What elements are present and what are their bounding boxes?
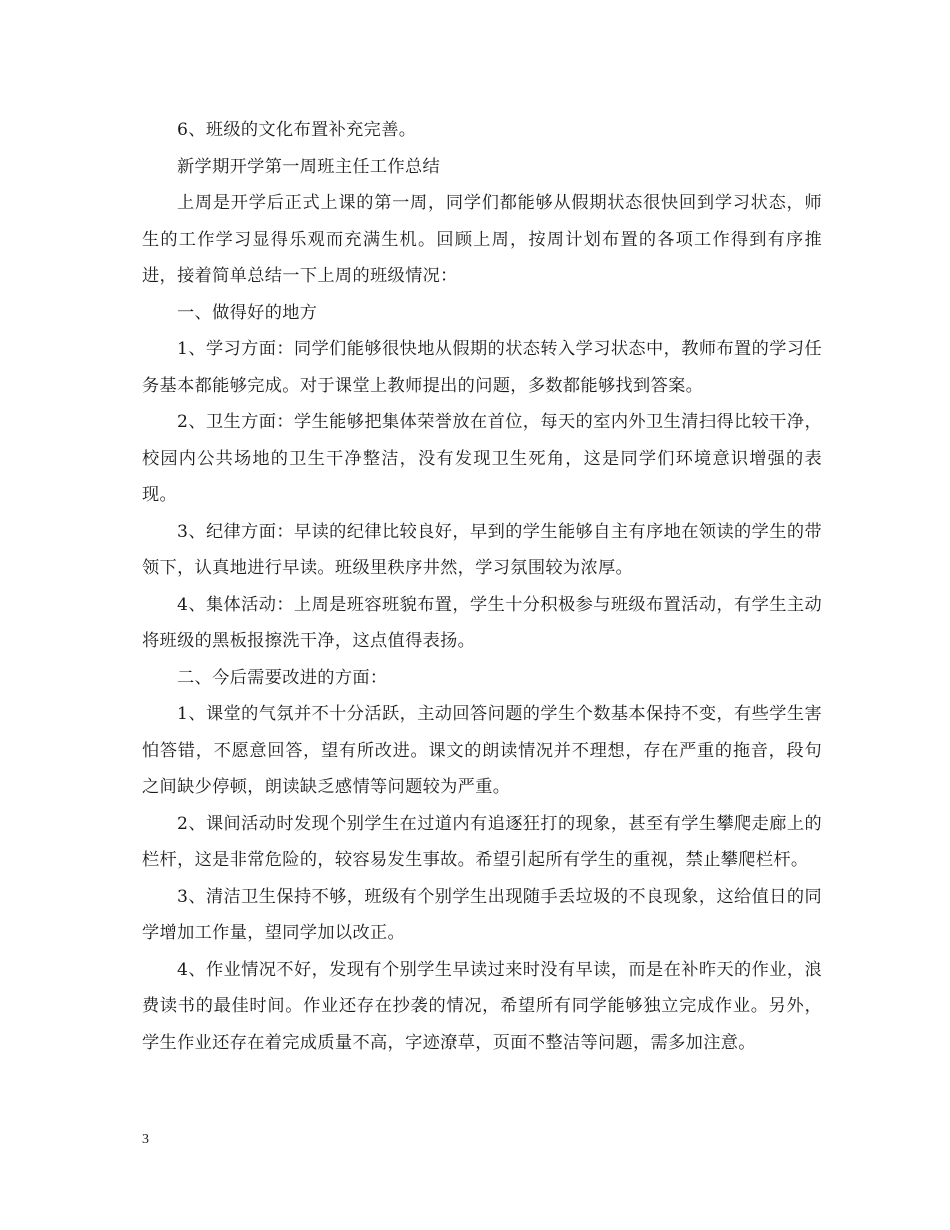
paragraph-group-activity: 4、集体活动：上周是班容班貌布置，学生十分积极参与班级布置活动，有学生主动将班级的黑板报擦洗干净，这点值得表扬。 bbox=[142, 594, 822, 651]
paragraph-break-activity: 2、课间活动时发现个别学生在过道内有追逐狂打的现象，甚至有学生攀爬走廊上的栏杆，这是非常危险的，较容易发生事故。希望引起所有学生的重视，禁止攀爬栏杆。 bbox=[142, 813, 822, 870]
intro-paragraph: 上周是开学后正式上课的第一周，同学们都能够从假期状态很快回到学习状态，师生的工作学习显得乐观而充满生机。回顾上周，按周计划布置的各项工作得到有序推进，接着简单总结一下上周的班级情况： bbox=[142, 193, 822, 286]
paragraph-cleaning: 3、清洁卫生保持不够，班级有个别学生出现随手丢垃圾的不良现象，这给值日的同学增加工作量，望同学加以改正。 bbox=[142, 886, 822, 943]
document-body bbox=[142, 112, 822, 1061]
heading-improvements: 二、今后需要改进的方面： bbox=[177, 667, 388, 688]
paragraph-homework: 4、作业情况不好，发现有个别学生早读过来时没有早读，而是在补昨天的作业，浪费读书的最佳时间。作业还存在抄袭的情况，希望所有同学能够独立完成作业。另外，学生作业还存在着完成质量不高，字迹潦草，页面不整洁等问题，需多加注意。 bbox=[142, 959, 822, 1053]
paragraph-hygiene: 2、卫生方面：学生能够把集体荣誉放在首位，每天的室内外卫生清扫得比较干净，校园内公共场地的卫生干净整洁，没有发现卫生死角，这是同学们环境意识增强的表现。 bbox=[142, 412, 822, 505]
heading-good-points: 一、做得好的地方 bbox=[177, 302, 318, 323]
paragraph-study: 1、学习方面：同学们能够很快地从假期的状态转入学习状态中，教师布置的学习任务基本都能够完成。对于课堂上教师提出的问题，多数都能够找到答案。 bbox=[142, 339, 822, 396]
page-number: 3 bbox=[142, 1132, 149, 1147]
section-title: 新学期开学第一周班主任工作总结 bbox=[177, 156, 441, 177]
paragraph-item-6: 6、班级的文化布置补充完善。 bbox=[177, 120, 417, 140]
paragraph-discipline: 3、纪律方面：早读的纪律比较良好，早到的学生能够自主有序地在领读的学生的带领下，认真地进行早读。班级里秩序井然，学习氛围较为浓厚。 bbox=[142, 521, 822, 578]
paragraph-classroom: 1、课堂的气氛并不十分活跃，主动回答问题的学生个数基本保持不变，有些学生害怕答错，不愿意回答，望有所改进。课文的朗读情况并不理想，存在严重的拖音，段句之间缺少停顿，朗读缺乏感情等问题较为严重。 bbox=[142, 704, 822, 797]
